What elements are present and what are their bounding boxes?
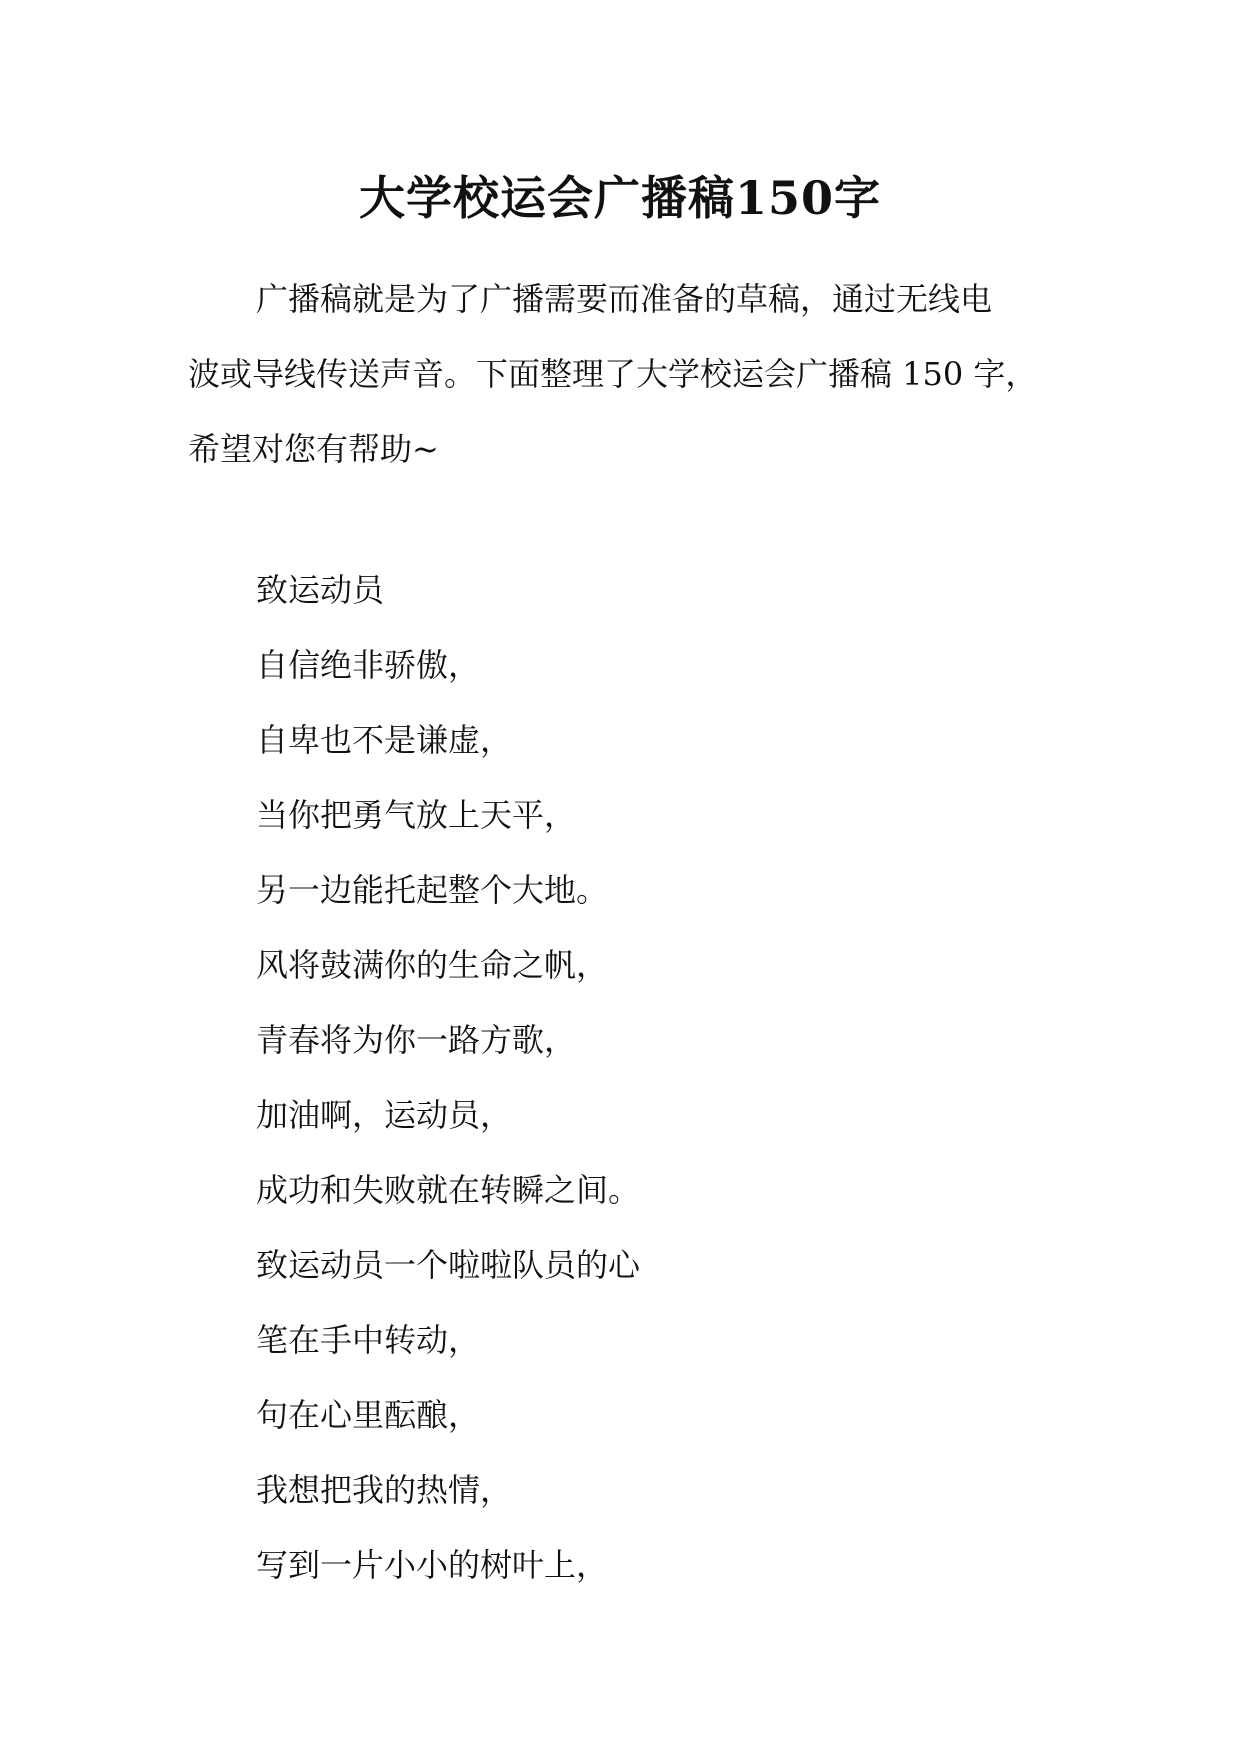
intro-line: 广播稿就是为了广播需要而准备的草稿，通过无线电 [256, 280, 993, 318]
poem-heading: 致运动员一个啦啦队员的心 [256, 1246, 641, 1284]
poem-line: 另一边能托起整个大地。 [256, 871, 609, 909]
poem-line: 加油啊，运动员， [256, 1096, 513, 1134]
poem-line: 写到一片小小的树叶上， [256, 1546, 609, 1584]
poem-line: 成功和失败就在转瞬之间。 [256, 1171, 641, 1209]
poem-line: 句在心里酝酿， [256, 1396, 481, 1434]
document-title: 大学校运会广播稿150字 [358, 171, 882, 225]
poem-heading: 致运动员 [256, 571, 385, 609]
poem-line: 风将鼓满你的生命之帆， [256, 946, 609, 984]
poem-line: 当你把勇气放上天平， [256, 796, 577, 834]
poem-text [256, 553, 1056, 1603]
poem-line: 青春将为你一路方歌， [256, 1021, 577, 1059]
poem-line: 自卑也不是谦虚， [256, 721, 513, 759]
intro-paragraph [188, 262, 1058, 487]
poem-line: 自信绝非骄傲， [256, 646, 481, 684]
intro-line: 波或导线传送声音。下面整理了大学校运会广播稿 150 字， [188, 355, 1038, 393]
poem-line: 我想把我的热情， [256, 1471, 513, 1509]
intro-line: 希望对您有帮助~ [188, 430, 439, 468]
poem-line: 笔在手中转动， [256, 1321, 481, 1359]
